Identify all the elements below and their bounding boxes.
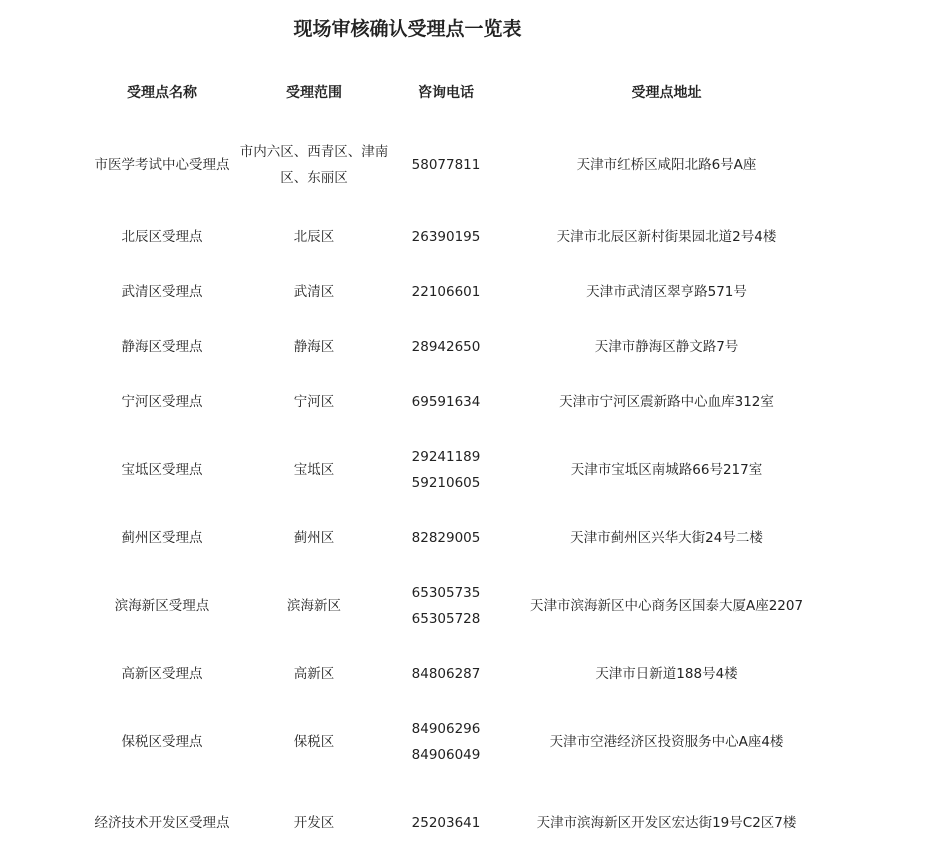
phone-number: 26390195 [411,229,481,245]
phone-number: 28942650 [411,339,481,355]
cell-phone [392,510,500,566]
cell-scope: 市内六区、西青区、津南区、东丽区 [239,144,389,186]
cell-phone [392,430,500,510]
phone-number: 69591634 [411,394,481,410]
phone-number: 22106601 [411,284,481,300]
table-row [88,510,833,566]
cell-name: 静海区受理点 [121,339,203,355]
cell-name: 高新区受理点 [121,666,203,682]
acceptance-points-table [88,66,833,864]
table-row [88,120,833,210]
cell-scope: 高新区 [293,666,335,682]
table-header-row [88,66,833,120]
phone-number: 25203641 [411,815,481,831]
table-row [88,430,833,510]
cell-address: 天津市滨海新区中心商务区国泰大厦A座2207 [529,598,804,614]
cell-address: 天津市滨海新区开发区宏达街19号C2区7楼 [536,815,797,831]
table-row [88,264,833,320]
cell-phone [392,566,500,646]
cell-scope: 北辰区 [293,229,335,245]
table-row [88,702,833,782]
table-row [88,646,833,702]
table-row [88,374,833,430]
cell-address: 天津市蓟州区兴华大街24号二楼 [570,530,763,546]
cell-address: 天津市日新道188号4楼 [595,666,738,682]
cell-name: 武清区受理点 [121,284,203,300]
cell-name: 保税区受理点 [121,734,203,750]
page-title: 现场审核确认受理点一览表 [293,18,522,40]
cell-address: 天津市宁河区震新路中心血库312室 [559,394,774,410]
phone-number: 29241189 [411,449,481,465]
cell-address: 天津市红桥区咸阳北路6号A座 [576,157,757,173]
cell-name: 滨海新区受理点 [114,598,210,614]
cell-phone [392,646,500,702]
cell-name: 市医学考试中心受理点 [94,157,230,173]
cell-name: 经济技术开发区受理点 [94,815,230,831]
cell-scope: 武清区 [293,284,335,300]
phone-number: 84806287 [411,666,481,682]
phone-number: 84906296 [411,721,481,737]
cell-address: 天津市北辰区新村街果园北道2号4楼 [556,229,777,245]
cell-scope: 宁河区 [293,394,335,410]
cell-name: 宝坻区受理点 [121,462,203,478]
phone-number: 65305735 [411,585,481,601]
cell-name: 宁河区受理点 [121,394,203,410]
table-row [88,210,833,264]
cell-phone [392,210,500,264]
cell-address: 天津市空港经济区投资服务中心A座4楼 [549,734,784,750]
cell-scope: 静海区 [293,339,335,355]
cell-phone [392,264,500,320]
cell-scope: 蓟州区 [293,530,335,546]
cell-phone [392,374,500,430]
cell-scope: 保税区 [293,734,335,750]
phone-number: 59210605 [411,475,481,491]
cell-name: 蓟州区受理点 [121,530,203,546]
header-phone: 咨询电话 [418,85,474,101]
cell-scope: 滨海新区 [287,598,341,614]
cell-scope: 宝坻区 [293,462,335,478]
phone-number: 65305728 [411,611,481,627]
header-scope: 受理范围 [286,85,342,101]
cell-phone [392,120,500,210]
table-body [88,120,833,864]
phone-number: 84906049 [411,747,481,763]
cell-address: 天津市武清区翠亨路571号 [586,284,747,300]
table-row [88,320,833,374]
cell-phone [392,320,500,374]
cell-phone [392,702,500,782]
header-name: 受理点名称 [127,85,197,101]
phone-number: 58077811 [411,157,481,173]
cell-name: 北辰区受理点 [121,229,203,245]
table-row [88,566,833,646]
cell-address: 天津市宝坻区南城路66号217室 [570,462,763,478]
header-address: 受理点地址 [631,85,702,101]
phone-number: 82829005 [411,530,481,546]
cell-scope: 开发区 [293,815,335,831]
cell-address: 天津市静海区静文路7号 [594,339,739,355]
